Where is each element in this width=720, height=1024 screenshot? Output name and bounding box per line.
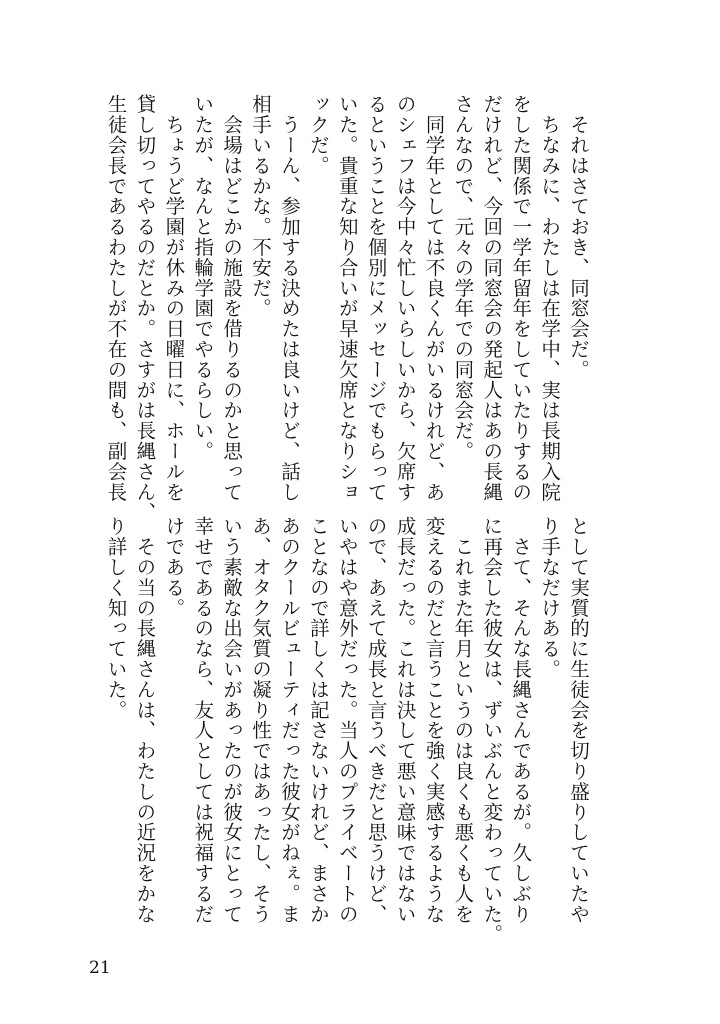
text-column: として実質的に生徒会を切り盛りしていたや bbox=[567, 516, 590, 924]
text-block-bottom bbox=[101, 516, 592, 945]
text-column: り詳しく知っていた。 bbox=[104, 516, 128, 720]
text-column: けである。 bbox=[162, 516, 186, 618]
text-column: のシェフは今中々忙しいらしいから、欠席す bbox=[393, 94, 417, 502]
text-column: いう素敵な出会いがあったのが彼女にとって bbox=[220, 516, 244, 924]
text-block-top bbox=[101, 94, 592, 523]
text-column: 相手いるかな。不安だ。 bbox=[249, 94, 273, 319]
text-column: 同学年としては不良くんがいるけれど、あ bbox=[422, 94, 446, 502]
text-column: 生徒会長であるわたしが不在の間も、副会長 bbox=[104, 94, 128, 502]
text-column: さて、そんな長縄さんであるが。久しぶり bbox=[509, 516, 533, 924]
text-column: るということを個別にメッセージでもらって bbox=[364, 94, 388, 502]
page-number: 21 bbox=[89, 958, 111, 978]
text-column: これまた年月というのは良くも悪くも人を bbox=[451, 516, 475, 924]
text-column: ちょうど学園が休みの日曜日に、ホールを bbox=[162, 94, 186, 502]
text-column: その当の長縄さんは、わたしの近況をかな bbox=[133, 516, 157, 924]
text-column: あ、オタク気質の凝り性ではあったし、そう bbox=[249, 516, 273, 924]
text-column: 会場はどこかの施設を借りるのかと思って bbox=[220, 94, 244, 502]
text-column: それはさておき、同窓会だ。 bbox=[567, 94, 590, 380]
text-column: に再会した彼女は、ずいぶんと変わっていた。 bbox=[480, 516, 504, 945]
text-column: あのクールビューティだった彼女がねぇ。ま bbox=[277, 516, 301, 924]
text-column: 幸せであるのなら、友人としては祝福するだ bbox=[191, 516, 215, 924]
text-column: ちなみに、わたしは在学中、実は長期入院 bbox=[538, 94, 562, 502]
text-column: り手なだけある。 bbox=[538, 516, 562, 680]
text-column: いやはや意外だった。当人のプライベートの bbox=[335, 516, 359, 924]
text-column: をした関係で一学年留年をしていたりするの bbox=[509, 94, 533, 502]
text-column: うーん、参加する決めたは良いけど、話し bbox=[277, 94, 301, 502]
text-column: 成長だった。これは決して悪い意味ではない bbox=[393, 516, 417, 924]
text-column: ので、あえて成長と言うべきだと思うけど、 bbox=[364, 516, 388, 924]
text-column: だけれど、今回の同窓会の発起人はあの長縄 bbox=[480, 94, 504, 502]
text-column: さんなので、元々の学年での同窓会だ。 bbox=[451, 94, 475, 462]
text-column: いたが、なんと指輪学園でやるらしい。 bbox=[191, 94, 215, 462]
text-column: 変えるのだと言うことを強く実感するような bbox=[422, 516, 446, 924]
text-column: 貸し切ってやるのだとか。さすがは長縄さん、 bbox=[133, 94, 157, 523]
text-column: ックだ。 bbox=[306, 94, 330, 176]
text-column: ことなので詳しくは記さないけれど、まさか bbox=[306, 516, 330, 924]
text-column: いた。貴重な知り合いが早速欠席となりショ bbox=[335, 94, 359, 502]
